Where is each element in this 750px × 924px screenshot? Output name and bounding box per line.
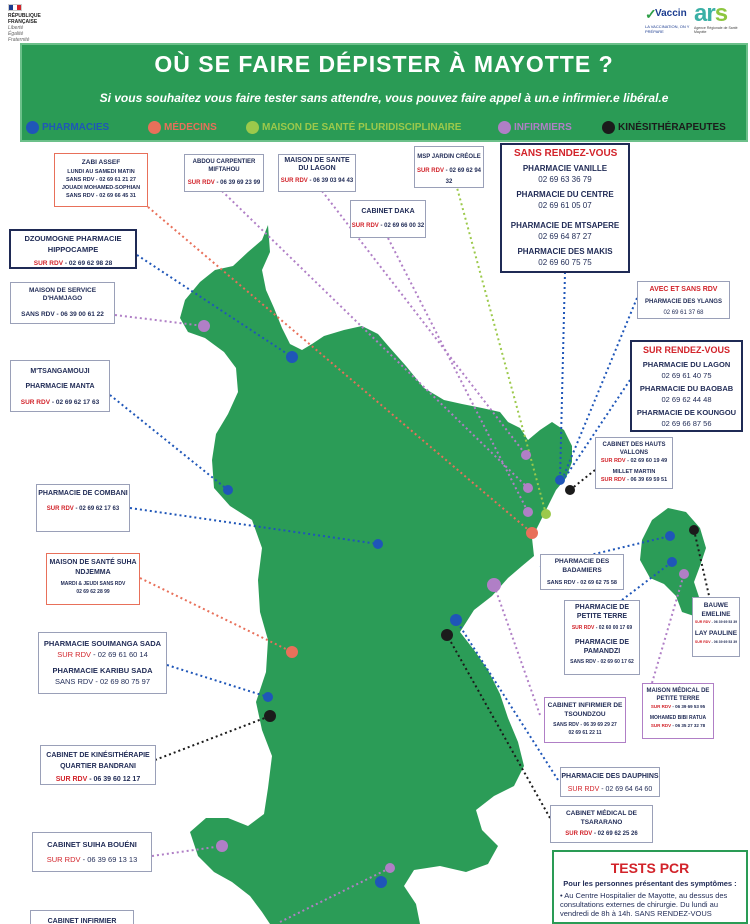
pharmacy-phone: 02 69 62 44 48 xyxy=(661,395,712,404)
card-title: BAUWE EMELINE xyxy=(701,602,731,618)
pharmacy-phone: 02 69 61 40 75 xyxy=(661,371,712,380)
pcr-info-box xyxy=(552,850,748,924)
pharmacy-name: PHARMACIE SOUIMANGA SADA xyxy=(43,639,162,648)
pharmacy-name: PHARMACIE DU LAGON xyxy=(642,360,731,369)
rdv-label: SUR RDV xyxy=(280,178,308,184)
card-title: CABINET DAKA xyxy=(361,208,415,215)
health-center-marker[interactable] xyxy=(541,509,551,519)
card-maison-medical-petite-terre[interactable] xyxy=(642,683,714,739)
card-phone: - 06 39 69 23 99 xyxy=(216,180,261,186)
card-phone: 02 69 62 28 99 xyxy=(76,589,110,595)
rdv-label: SUR RDV xyxy=(20,399,51,406)
card-title: MAISON MÉDICAL DE PETITE TERRE xyxy=(646,688,710,702)
card-phone: SANS RDV - 06 39 69 29 27 xyxy=(553,722,617,728)
pharmacy-phone: 02 69 64 87 27 xyxy=(538,232,592,241)
card-line: JOUADI MOHAMED-SOPHIAN xyxy=(61,185,141,191)
card-cabinet-tsoundzou[interactable] xyxy=(544,697,626,743)
rdv-label: SUR RDV xyxy=(565,831,593,837)
rdv-label: SUR RDV xyxy=(57,650,92,659)
nurse-marker[interactable] xyxy=(487,578,501,592)
pharmacy-marker[interactable] xyxy=(263,692,273,702)
card-sans-rendez-vous[interactable] xyxy=(500,143,630,273)
page-title: OÙ SE FAIRE DÉPISTER À MAYOTTE ? xyxy=(154,51,614,77)
card-line: SANS RDV - 02 69 61 21 27 xyxy=(65,177,136,183)
card-title: MAISON DE SANTE DU LAGON xyxy=(284,157,350,172)
card-title: PHARMACIE DES DAUPHINS xyxy=(561,773,659,780)
rdv-label: SUR RDV xyxy=(187,180,215,186)
card-phone: SANS RDV - 06 39 00 61 22 xyxy=(21,311,104,318)
legend-label: MAISON DE SANTÉ PLURIDISCIPLINAIRE xyxy=(262,122,462,133)
pharmacy-name: PHARMACIE DU CENTRE xyxy=(516,190,614,199)
card-sur-rendez-vous[interactable] xyxy=(630,340,743,432)
rdv-label: SUR RDV xyxy=(650,723,672,728)
card-phone: - 06 39 03 94 43 xyxy=(309,178,354,184)
pharmacy-marker[interactable] xyxy=(667,557,677,567)
card-phone: - 06 39 69 53 39 xyxy=(711,640,738,644)
card-title: PHARMACIE MANTA xyxy=(25,383,95,390)
card-phone: - 06 39 69 53 39 xyxy=(711,620,738,624)
nurse-marker[interactable] xyxy=(216,840,228,852)
pharmacy-phone: SANS RDV - 02 69 60 17 62 xyxy=(570,659,634,665)
rdv-label: SUR RDV xyxy=(351,223,379,229)
physio-marker[interactable] xyxy=(441,629,453,641)
republique-line-2: FRANÇAISE xyxy=(8,19,38,25)
card-title: CABINET INFIRMIER DE TSOUNDZOU xyxy=(547,702,623,718)
pharmacy-marker[interactable] xyxy=(450,614,462,626)
card-phone: 02 69 61 22 11 xyxy=(568,730,602,736)
card-hours: MARDI & JEUDI SANS RDV xyxy=(60,581,126,587)
card-cabinet-infirmier[interactable] xyxy=(30,910,134,924)
card-title: MOHAMED BIBI RATUA xyxy=(649,715,707,721)
pharmacy-phone: SANS RDV - 02 69 80 75 97 xyxy=(54,677,151,686)
pharmacy-phone: 02 69 61 37 68 xyxy=(663,310,704,316)
pcr-title: TESTS PCR xyxy=(610,860,690,876)
rdv-label: SUR RDV xyxy=(571,625,595,631)
card-cabinet-tsararano[interactable] xyxy=(550,805,653,843)
physio-marker[interactable] xyxy=(264,710,276,722)
rdv-label: SUR RDV xyxy=(600,477,626,483)
card-souimanga-karibu[interactable] xyxy=(38,632,167,694)
card-phone: SANS RDV - 02 69 62 75 58 xyxy=(546,580,617,586)
card-town: M'TSANGAMOUJI xyxy=(30,368,90,375)
pharmacy-name: PHARMACIE DES MAKIS xyxy=(517,247,613,256)
card-title: DZOUMOGNE PHARMACIE HIPPOCAMPE xyxy=(24,234,122,254)
card-phone: - 02 69 62 98 28 xyxy=(64,260,113,267)
card-cabinet-daka[interactable] xyxy=(350,200,426,238)
rdv-label: SUR RDV xyxy=(46,855,81,864)
vaccin-logo-text: Vaccin xyxy=(655,8,687,19)
card-title: SUR RENDEZ-VOUS xyxy=(642,345,730,355)
grande-terre-island xyxy=(180,225,572,924)
legend-label: MÉDECINS xyxy=(164,122,217,133)
card-title: MAISON DE SERVICE D'HAMJAGO xyxy=(28,287,97,302)
leader-line xyxy=(167,665,268,697)
ars-logo-text: ars xyxy=(694,0,728,27)
card-pharmacie-ylangs[interactable] xyxy=(637,281,730,319)
rdv-label: SUR RDV xyxy=(33,260,64,267)
rdv-label: SUR RDV xyxy=(650,704,672,709)
card-zabi-assef[interactable] xyxy=(54,153,148,207)
card-phone: - 02 69 66 00 32 xyxy=(380,223,425,229)
card-title: AVEC ET SANS RDV xyxy=(649,286,718,293)
card-title: ZABI ASSEF xyxy=(81,159,121,166)
card-phone: - 06 35 27 32 78 xyxy=(672,723,706,728)
card-pharmacie-manta[interactable] xyxy=(10,360,110,412)
card-pharmacie-badamiers[interactable] xyxy=(540,554,624,590)
legend-label: PHARMACIES xyxy=(42,122,110,133)
card-phone: - 02 69 62 17 63 xyxy=(75,506,120,512)
card-cabinet-suiha-boueni[interactable] xyxy=(32,832,152,872)
rdv-label: SUR RDV xyxy=(694,620,711,624)
doctor-marker[interactable] xyxy=(526,527,538,539)
card-title: PHARMACIE DE COMBANI xyxy=(38,490,128,497)
card-pharmacie-dauphins[interactable] xyxy=(560,767,660,797)
leader-line xyxy=(155,716,270,760)
motto-1: Liberté xyxy=(8,25,24,31)
pharmacy-phone: 02 69 63 36 79 xyxy=(538,175,592,184)
rdv-label: SUR RDV xyxy=(600,458,626,464)
card-phone: - 06 39 60 12 17 xyxy=(89,776,141,783)
pharmacy-phone: 02 69 66 87 56 xyxy=(661,419,712,428)
card-msp-jardin-creole[interactable] xyxy=(414,146,484,188)
pharmacy-marker[interactable] xyxy=(223,485,233,495)
pharmacy-marker[interactable] xyxy=(555,475,565,485)
pharmacy-phone: - 02 69 61 60 14 xyxy=(93,650,148,659)
pcr-bullet: • Au Centre Hospitalier de Mayotte, au dessus des consultations externes de chirurgie. Du lundi au vendredi de 8h à 14h. SANS RENDEZ-VOUS xyxy=(560,891,728,918)
card-line: LUNDI AU SAMEDI MATIN xyxy=(67,169,135,175)
pharmacy-name: PHARMACIE DU BAOBAB xyxy=(639,384,734,393)
rdv-label: SUR RDV xyxy=(55,776,88,783)
rdv-label: SUR RDV xyxy=(46,506,74,512)
card-phone: - 06 39 69 13 13 xyxy=(82,855,138,864)
rdv-label: SUR RDV xyxy=(567,786,600,793)
card-title: MILLET MARTIN xyxy=(612,469,656,475)
card-suha-ndjemma[interactable] xyxy=(46,553,140,605)
rdv-label: SUR RDV xyxy=(694,640,711,644)
card-hamjago[interactable] xyxy=(10,282,115,324)
card-title: CABINET MÉDICAL DE TSARARANO xyxy=(565,810,638,826)
pharmacy-name: PHARMACIE DE PETITE TERRE xyxy=(574,604,630,620)
card-title: SANS RENDEZ-VOUS xyxy=(514,148,618,159)
card-petite-terre-pharmacies[interactable] xyxy=(564,600,640,675)
motto-2: Égalité xyxy=(8,31,24,37)
pharmacy-phone: - 02 60 00 17 69 xyxy=(595,625,633,631)
card-title: ABDOU CARPENTIER MIFTAHOU xyxy=(192,159,256,173)
physio-marker[interactable] xyxy=(565,485,575,495)
card-phone: - 02 69 60 19 49 xyxy=(627,458,668,464)
nurse-marker[interactable] xyxy=(198,320,210,332)
legend-label: KINÉSITHÉRAPEUTES xyxy=(618,122,726,133)
card-title: CABINET DES HAUTS VALLONS xyxy=(602,442,666,456)
nurse-marker[interactable] xyxy=(523,507,533,517)
pharmacy-name: PHARMACIE KARIBU SADA xyxy=(52,666,153,675)
pharmacy-phone: 02 69 60 75 75 xyxy=(538,258,592,267)
doctor-marker[interactable] xyxy=(286,646,298,658)
card-abdou-carpentier[interactable] xyxy=(184,154,264,192)
vaccin-tagline: LA VACCINATION, ON Y PRÉPARE xyxy=(645,24,690,34)
card-phone: - 02 69 64 64 60 xyxy=(601,786,653,793)
pharmacy-marker[interactable] xyxy=(373,539,383,549)
pharmacy-name: PHARMACIE DE PAMANDZI xyxy=(574,639,630,655)
leader-line xyxy=(110,395,228,490)
card-title: PHARMACIE DES BADAMIERS xyxy=(554,558,610,574)
motto-3: Fraternité xyxy=(8,37,30,43)
card-phone: - 02 69 62 17 63 xyxy=(51,399,100,406)
card-phone: - 06 39 69 53 95 xyxy=(672,704,706,709)
pharmacy-name: PHARMACIE VANILLE xyxy=(522,164,608,173)
nurse-marker[interactable] xyxy=(385,863,395,873)
republique-line-1: RÉPUBLIQUE xyxy=(8,13,41,19)
card-maison-sante-lagon[interactable] xyxy=(278,154,356,192)
card-title: CABINET INFIRMIER xyxy=(47,918,117,924)
pharmacy-name: PHARMACIE DES YLANGS xyxy=(645,299,722,305)
physio-marker[interactable] xyxy=(689,525,699,535)
check-icon: ✓ xyxy=(645,6,657,22)
nurse-marker[interactable] xyxy=(521,450,531,460)
pharmacy-marker[interactable] xyxy=(665,531,675,541)
card-phone: - 02 69 62 94 32 xyxy=(445,168,482,185)
pcr-intro: Pour les personnes présentant des symptômes : xyxy=(563,879,737,888)
card-phone: - 02 69 62 25 26 xyxy=(593,831,638,837)
ars-subtitle: Agence Régionale de Santé Mayotte xyxy=(694,26,738,34)
pharmacy-name: PHARMACIE DE MTSAPERE xyxy=(510,221,620,230)
rdv-label: SUR RDV xyxy=(416,168,444,174)
page-subtitle: Si vous souhaitez vous faire tester sans attendre, vous pouvez faire appel à un.e infirmier.e libéral.e xyxy=(99,91,669,105)
card-title: MSP JARDIN CRÉOLE xyxy=(417,154,481,160)
card-title: CABINET DE KINÉSITHÉRAPIE QUARTIER BANDRANI xyxy=(46,752,150,770)
pcr-bullet-text: Au Centre Hospitalier de Mayotte, au dessus des consultations externes de chirurgie. Du lundi au vendredi de 8h à 14h. SANS RENDEZ-VOUS xyxy=(560,891,728,918)
card-title: MAISON DE SANTÉ SUHA NDJEMMA xyxy=(49,559,137,576)
nurse-marker[interactable] xyxy=(523,483,533,493)
pharmacy-name: PHARMACIE DE KOUNGOU xyxy=(636,408,737,417)
card-dzoumogne[interactable] xyxy=(9,229,137,269)
pharmacy-phone: 02 69 61 05 07 xyxy=(538,201,592,210)
nurse-marker[interactable] xyxy=(679,569,689,579)
leader-line xyxy=(494,585,540,715)
card-pharmacie-combani[interactable] xyxy=(36,484,130,532)
card-bauwe-lay[interactable] xyxy=(692,597,740,657)
card-kine-bandrani[interactable] xyxy=(40,745,156,785)
pharmacy-marker[interactable] xyxy=(286,351,298,363)
pharmacy-marker[interactable] xyxy=(375,876,387,888)
card-phone: - 06 39 69 59 51 xyxy=(627,477,668,483)
card-title: CABINET SUIHA BOUÉNI xyxy=(47,840,137,849)
card-line: SANS RDV - 02 69 66 45 31 xyxy=(65,193,136,199)
legend-label: INFIRMIERS xyxy=(514,122,572,133)
card-title: LAY PAULINE xyxy=(694,630,738,637)
card-hauts-vallons[interactable] xyxy=(595,437,673,489)
leader-line xyxy=(652,574,684,683)
